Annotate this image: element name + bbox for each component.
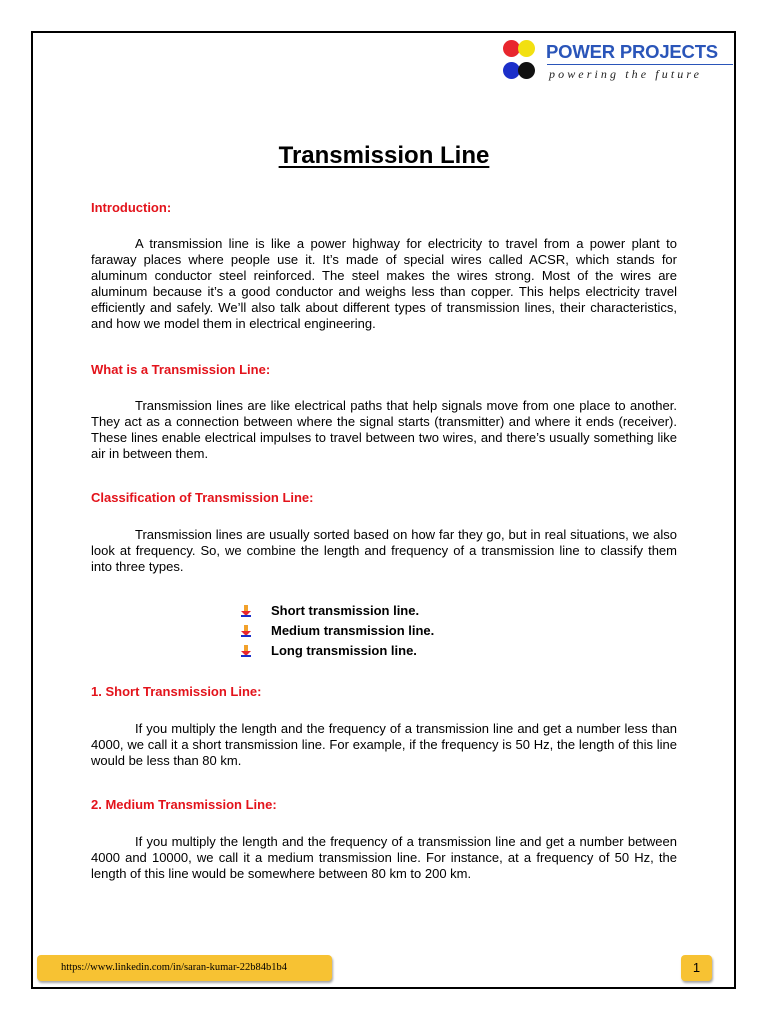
list-item-label: Medium transmission line. bbox=[271, 623, 435, 638]
list-item-label: Long transmission line. bbox=[271, 643, 417, 658]
short-line-paragraph: If you multiply the length and the frequency of a transmission line and get a number less than 4000, we call it a short transmission line. For example, if the frequency is 50 Hz, the length of this line would be less than 80 km. bbox=[91, 721, 677, 768]
medium-line-paragraph: If you multiply the length and the frequency of a transmission line and get a number between 4000 and 10000, we call it a medium transmission line. For instance, at a frequency of 50 Hz, the length of this line would be somewhere between 80 km to 200 km. bbox=[91, 834, 677, 881]
short-line-heading: 1. Short Transmission Line: bbox=[91, 684, 262, 699]
classification-paragraph: Transmission lines are usually sorted based on how far they go, but in real situations, we also look at frequency. So, we combine the length and frequency of a transmission line to classify them into three types. bbox=[91, 527, 677, 574]
what-paragraph: Transmission lines are like electrical paths that help signals move from one place to another. They act as a connection between where the signal starts (transmitter) and where it ends (receiver). These lines enable electrical impulses to travel between two wires, and there’s usually something like air in between them. bbox=[91, 398, 677, 461]
arrow-bullet-icon bbox=[240, 605, 252, 617]
page-title: Transmission Line bbox=[278, 142, 490, 169]
list-item bbox=[240, 642, 434, 662]
logo-rule bbox=[547, 64, 733, 65]
power-projects-logo bbox=[503, 40, 733, 88]
intro-paragraph: A transmission line is like a power highway for electricity to travel from a power plant to faraway places where people use it. It’s made of special wires called ACSR, which stands for aluminum conductor steel reinforced. The steel makes the wires strong. Most of the wires are aluminum because it’s a good conductor and weighs less than copper. This helps electricity travel efficiently and safely. We’ll also talk about different types of transmission lines, their characteristics, and how we model them in electrical engineering. bbox=[91, 236, 677, 331]
list-item bbox=[240, 602, 434, 622]
medium-line-heading: 2. Medium Transmission Line: bbox=[91, 797, 277, 812]
list-item-label: Short transmission line. bbox=[271, 603, 420, 618]
arrow-bullet-icon bbox=[240, 645, 252, 657]
logo-black-dot bbox=[518, 62, 535, 79]
linkedin-link[interactable]: https://www.linkedin.com/in/saran-kumar-22b84b1b4 bbox=[37, 955, 332, 981]
list-item bbox=[240, 622, 434, 642]
logo-yellow-dot bbox=[518, 40, 535, 57]
arrow-bullet-icon bbox=[240, 625, 252, 637]
logo-brand-name: POWER PROJECTS bbox=[546, 41, 718, 62]
logo-tagline: powering the future bbox=[549, 67, 703, 81]
what-heading: What is a Transmission Line: bbox=[91, 362, 271, 377]
transmission-types-list bbox=[240, 602, 434, 662]
intro-heading: Introduction: bbox=[91, 200, 172, 215]
classification-heading: Classification of Transmission Line: bbox=[91, 490, 314, 505]
page-number-badge: 1 bbox=[681, 955, 712, 981]
